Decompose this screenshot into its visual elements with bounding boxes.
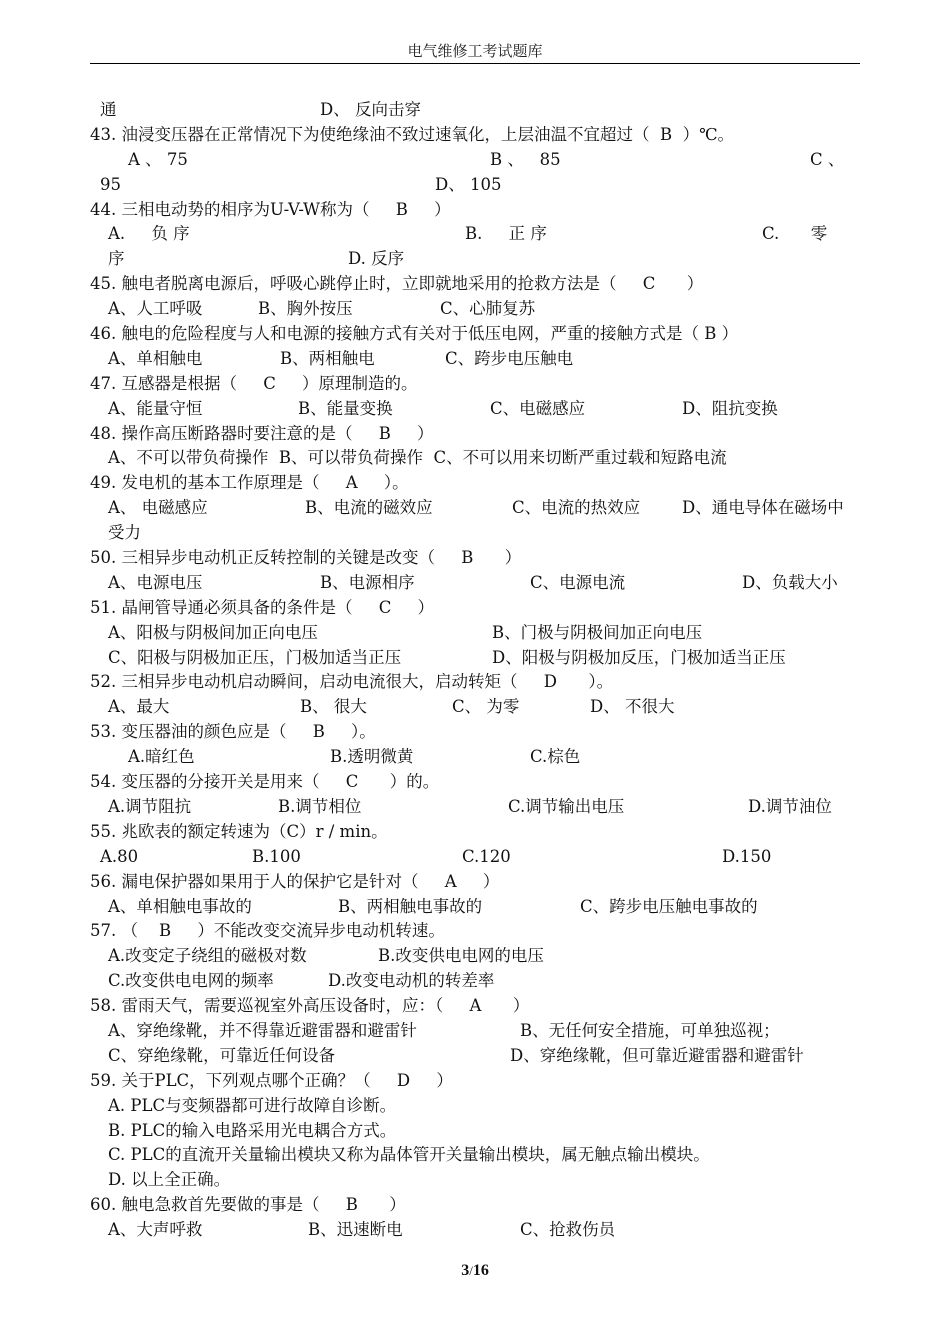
text-segment: D、穿绝缘靴，但可靠近避雷器和避雷针 bbox=[510, 1045, 804, 1065]
text-segment: A、大声呼救 bbox=[108, 1220, 203, 1240]
text-segment: C、跨步电压触电 bbox=[445, 348, 574, 368]
text-segment: 51. 晶闸管导通必须具备的条件是（ C ） bbox=[90, 597, 435, 617]
total-pages: 16 bbox=[472, 1262, 489, 1279]
text-segment: D. 以上全正确。 bbox=[108, 1170, 231, 1190]
text-line bbox=[90, 1069, 860, 1094]
text-line bbox=[90, 1193, 860, 1218]
page-number bbox=[0, 1262, 950, 1280]
text-segment: D、 反向击穿 bbox=[320, 100, 421, 119]
text-segment: C、电磁感应 bbox=[490, 398, 586, 418]
text-segment: 45. 触电者脱离电源后，呼吸心跳停止时，立即就地采用的抢救方法是（ C ） bbox=[90, 274, 704, 294]
text-line bbox=[90, 919, 860, 944]
text-line bbox=[90, 496, 860, 521]
text-segment: A、电源电压 bbox=[108, 572, 203, 592]
text-segment: A、能量守恒 bbox=[108, 398, 203, 418]
text-segment: B.100 bbox=[252, 846, 301, 866]
text-line bbox=[90, 695, 860, 720]
text-segment: 57. （ B ）不能改变交流异步电动机转速。 bbox=[90, 921, 445, 941]
text-line bbox=[90, 521, 860, 546]
text-line bbox=[90, 198, 860, 223]
text-segment: C.棕色 bbox=[530, 747, 581, 767]
text-line bbox=[90, 446, 860, 471]
text-segment: B.改变供电电网的电压 bbox=[378, 946, 544, 966]
text-line bbox=[90, 1143, 860, 1168]
text-segment: 44. 三相电动势的相序为U-V-W称为（ B ） bbox=[90, 199, 451, 219]
text-line bbox=[90, 546, 860, 571]
text-line bbox=[90, 247, 860, 272]
text-segment: 46. 触电的危险程度与人和电源的接触方式有关对于低压电网，严重的接触方式是（ B ） bbox=[90, 324, 739, 344]
text-segment: A、单相触电 bbox=[108, 348, 203, 368]
text-segment: B、能量变换 bbox=[298, 398, 393, 418]
text-line bbox=[90, 1094, 860, 1119]
text-segment: C、抢救伤员 bbox=[520, 1220, 616, 1240]
text-segment: C、阳极与阴极加正压，门极加适当正压 bbox=[108, 647, 402, 667]
text-line bbox=[90, 994, 860, 1019]
text-line bbox=[90, 1218, 860, 1243]
text-segment: C.改变供电电网的频率 bbox=[108, 971, 274, 991]
text-line bbox=[90, 845, 860, 870]
text-segment: 50. 三相异步电动机正反转控制的关键是改变（ B ） bbox=[90, 548, 522, 568]
text-segment: 48. 操作高压断路器时要注意的是（ B ） bbox=[90, 423, 434, 443]
text-segment: C、 为零 bbox=[452, 697, 520, 717]
text-line bbox=[90, 397, 860, 422]
text-segment: C.120 bbox=[462, 846, 511, 866]
text-line bbox=[90, 422, 860, 447]
text-segment: B.调节相位 bbox=[278, 796, 362, 816]
text-segment: 52. 三相异步电动机启动瞬间，启动电流很大，启动转矩（ D ）。 bbox=[90, 672, 614, 692]
text-segment: D.改变电动机的转差率 bbox=[328, 971, 495, 991]
text-segment: D. 反序 bbox=[348, 249, 405, 269]
text-segment: A.改变定子绕组的磁极对数 bbox=[108, 946, 307, 966]
text-segment: B、电流的磁效应 bbox=[305, 498, 433, 518]
text-line bbox=[90, 621, 860, 646]
text-line bbox=[90, 272, 860, 297]
text-line bbox=[90, 646, 860, 671]
text-line bbox=[90, 1119, 860, 1144]
text-segment: B、迅速断电 bbox=[308, 1220, 403, 1240]
text-segment: C、电流的热效应 bbox=[512, 498, 641, 518]
text-segment: B、两相触电 bbox=[280, 348, 375, 368]
text-segment: A. 负 序 bbox=[108, 224, 190, 244]
text-line bbox=[90, 870, 860, 895]
text-segment: A.暗红色 bbox=[128, 747, 195, 767]
text-segment: D、通电导体在磁场中 bbox=[682, 498, 844, 518]
text-line bbox=[90, 670, 860, 695]
text-line bbox=[90, 173, 860, 198]
page-separator: / bbox=[469, 1263, 473, 1278]
text-segment: B、电源相序 bbox=[320, 572, 415, 592]
current-page: 3 bbox=[461, 1262, 470, 1279]
text-line bbox=[90, 895, 860, 920]
text-segment: 通 bbox=[100, 100, 117, 119]
document-body bbox=[90, 98, 860, 1243]
text-segment: A、阳极与阴极间加正向电压 bbox=[108, 622, 318, 642]
text-line bbox=[90, 471, 860, 496]
text-line bbox=[90, 571, 860, 596]
text-line bbox=[90, 297, 860, 322]
text-segment: D.150 bbox=[722, 846, 772, 866]
text-segment: A、穿绝缘靴，并不得靠近避雷器和避雷针 bbox=[108, 1020, 417, 1040]
text-line bbox=[90, 795, 860, 820]
text-segment: C、心肺复苏 bbox=[440, 299, 536, 319]
text-segment: 43. 油浸变压器在正常情况下为使绝缘油不致过速氧化，上层油温不宜超过（ B ）℃。 bbox=[90, 124, 735, 144]
text-segment: A、单相触电事故的 bbox=[108, 896, 252, 916]
text-segment: 55. 兆欧表的额定转速为（C）r / min。 bbox=[90, 821, 388, 841]
text-segment: 受力 bbox=[108, 523, 141, 543]
page-header: 电气维修工考试题库 bbox=[407, 42, 543, 60]
text-segment: D、阳极与阴极加反压，门极加适当正压 bbox=[492, 647, 786, 667]
text-segment: B. 正 序 bbox=[465, 224, 547, 244]
text-segment: D、 105 bbox=[435, 174, 502, 194]
text-segment: C. PLC的直流开关量输出模块又称为晶体管开关量输出模块，属无触点输出模块。 bbox=[108, 1145, 710, 1165]
text-line bbox=[90, 1168, 860, 1193]
text-segment: A、 电磁感应 bbox=[108, 498, 208, 518]
text-line bbox=[90, 1019, 860, 1044]
text-segment: B、无任何安全措施，可单独巡视； bbox=[520, 1020, 780, 1040]
text-line bbox=[90, 123, 860, 148]
text-segment: B、两相触电事故的 bbox=[338, 896, 483, 916]
text-line bbox=[90, 148, 860, 173]
text-segment: 49. 发电机的基本工作原理是（ A ）。 bbox=[90, 473, 409, 493]
text-segment: A.80 bbox=[100, 846, 139, 866]
text-segment: C.调节输出电压 bbox=[508, 796, 625, 816]
text-segment: 54. 变压器的分接开关是用来（ C ）的。 bbox=[90, 772, 440, 792]
text-line bbox=[90, 596, 860, 621]
text-line bbox=[90, 944, 860, 969]
text-line bbox=[90, 322, 860, 347]
text-segment: C、穿绝缘靴，可靠近任何设备 bbox=[108, 1045, 336, 1065]
text-segment: B 、 85 bbox=[490, 149, 561, 169]
text-segment: A.调节阻抗 bbox=[108, 796, 192, 816]
text-segment: B、胸外按压 bbox=[258, 299, 353, 319]
text-line bbox=[90, 98, 860, 123]
text-segment: B.透明微黄 bbox=[330, 747, 414, 767]
text-segment: 95 bbox=[100, 174, 121, 194]
header-rule bbox=[90, 63, 860, 64]
text-line bbox=[90, 969, 860, 994]
text-segment: B. PLC的输入电路采用光电耦合方式。 bbox=[108, 1120, 397, 1140]
text-line bbox=[90, 222, 860, 247]
text-segment: A、人工呼吸 bbox=[108, 299, 203, 319]
text-segment: 53. 变压器油的颜色应是（ B ）。 bbox=[90, 722, 376, 742]
text-line bbox=[90, 745, 860, 770]
text-segment: D、 不很大 bbox=[590, 697, 675, 717]
text-line bbox=[90, 347, 860, 372]
text-segment: C、电源电流 bbox=[530, 572, 626, 592]
text-segment: 序 bbox=[108, 249, 125, 269]
text-segment: 47. 互感器是根据（ C ）原理制造的。 bbox=[90, 373, 418, 393]
text-line bbox=[90, 372, 860, 397]
text-segment: B、 很大 bbox=[300, 697, 367, 717]
text-line bbox=[90, 1044, 860, 1069]
text-segment: A. PLC与变频器都可进行故障自诊断。 bbox=[108, 1095, 397, 1115]
text-segment: 60. 触电急救首先要做的事是（ B ） bbox=[90, 1195, 406, 1215]
text-segment: B、门极与阴极间加正向电压 bbox=[492, 622, 703, 642]
text-line bbox=[90, 770, 860, 795]
text-line bbox=[90, 720, 860, 745]
text-segment: A、不可以带负荷操作 B、可以带负荷操作 C、不可以用来切断严重过载和短路电流 bbox=[108, 448, 727, 468]
text-segment: A 、 75 bbox=[128, 149, 188, 169]
text-segment: A、最大 bbox=[108, 697, 170, 717]
text-segment: 56. 漏电保护器如果用于人的保护它是针对（ A ） bbox=[90, 871, 500, 891]
text-segment: 58. 雷雨天气，需要巡视室外高压设备时，应：（ A ） bbox=[90, 996, 530, 1016]
text-segment: D、负载大小 bbox=[742, 572, 838, 592]
text-segment: 59. 关于PLC，下列观点哪个正确？（ D ） bbox=[90, 1070, 453, 1090]
text-line bbox=[90, 820, 860, 845]
text-segment: D、阻抗变换 bbox=[682, 398, 778, 418]
text-segment: D.调节油位 bbox=[748, 796, 832, 816]
text-segment: C 、 bbox=[810, 149, 845, 169]
text-segment: C. 零 bbox=[762, 224, 828, 244]
text-segment: C、跨步电压触电事故的 bbox=[580, 896, 758, 916]
